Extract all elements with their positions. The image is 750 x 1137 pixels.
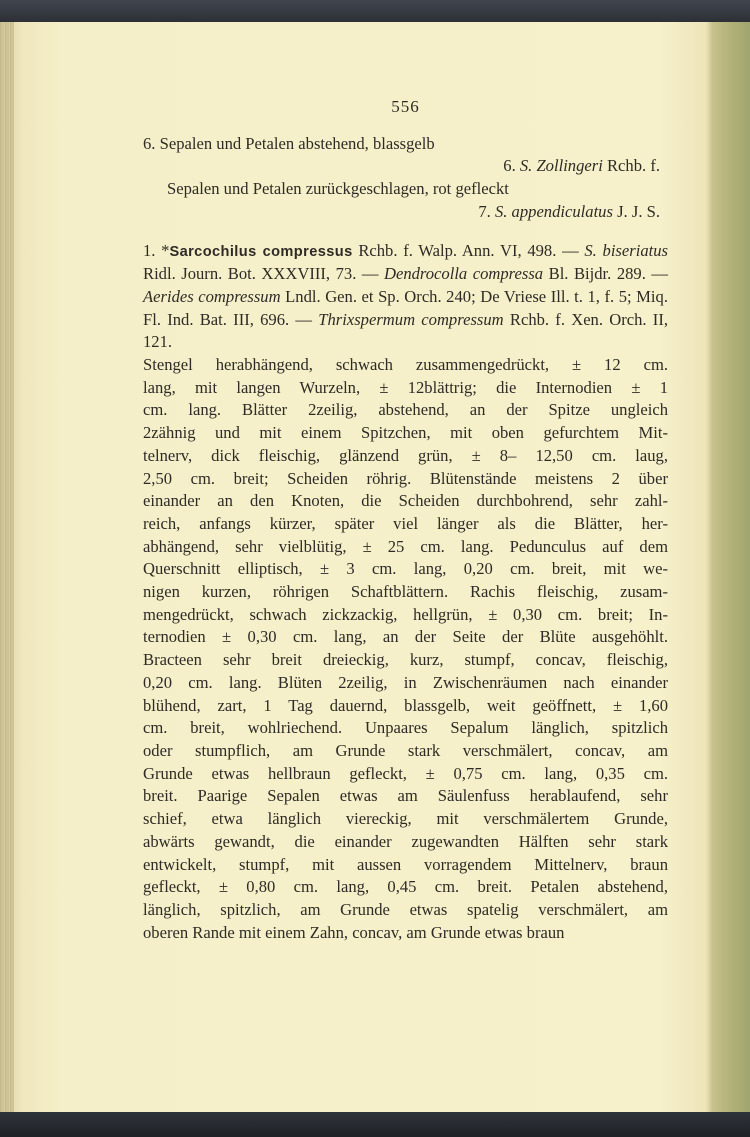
synonym-name: Aerides compressum <box>143 286 281 306</box>
species-entry-synonymy <box>143 240 668 355</box>
synonym-name: Dendrocolla compressa <box>383 264 544 284</box>
section-spacer <box>143 224 668 240</box>
description-line: Grunde etwas hellbraun gefleckt, ± 0,75 cm. lang, 0,35 cm. <box>143 763 668 783</box>
description-line: breit. Paarige Sepalen etwas am Säulenfuss herablaufend, sehr <box>143 786 668 806</box>
description-line: länglich, spitzlich, am Grunde etwas spatelig verschmälert, am <box>143 899 668 919</box>
key-species-name: S. Zollingeri <box>519 156 603 176</box>
description-line: 2,50 cm. breit; Scheiden röhrig. Blütenstände meistens 2 über <box>143 468 668 488</box>
next-page-edge <box>712 22 750 1114</box>
description-line: schief, etwa länglich viereckig, mit verschmälertem Grunde, <box>143 809 668 829</box>
description-line: gefleckt, ± 0,80 cm. lang, 0,45 cm. breit. Petalen abstehend, <box>143 877 668 897</box>
key-result-appendiculatus <box>143 201 668 224</box>
page-number: 556 <box>391 97 420 116</box>
description-line: mengedrückt, schwach zickzackig, hellgrün, ± 0,30 cm. breit; In- <box>143 604 668 624</box>
synonym-name: S. biseriatus <box>584 240 668 260</box>
key-couplet-6a: 6. Sepalen und Petalen abstehend, blassgelb <box>143 133 435 153</box>
key-authority: J. J. S. <box>612 201 660 221</box>
description-line: telnerv, dick fleischig, glänzend grün, ± 8– 12,50 cm. laug, <box>143 445 668 465</box>
description-line: einander an den Knoten, die Scheiden durchbohrend, sehr zahl- <box>143 491 668 511</box>
description-line: Stengel herabhängend, schwach zusammengedrückt, ± 12 cm. <box>143 355 668 375</box>
citation-text: Ridl. Journ. Bot. XXXVIII, 73. — <box>143 264 384 284</box>
description-line: cm. breit, wohlriechend. Unpaares Sepalum länglich, spitzlich <box>143 718 668 738</box>
citation-text: Rchb. f. Xen. Orch. II, 121. <box>143 309 669 352</box>
citation-text: Rchb. f. Walp. Ann. VI, 498. — <box>358 240 585 260</box>
description-line: cm. lang. Blätter 2zeilig, abstehend, an der Spitze ungleich <box>143 400 668 420</box>
description-line: 0,20 cm. lang. Blüten 2zeilig, in Zwischenräumen nach einander <box>143 672 668 692</box>
key-couplet-6b: Sepalen und Petalen zurückgeschlagen, rot gefleckt <box>167 179 509 199</box>
page-binding-edge <box>0 22 14 1114</box>
description-line: 2zähnig und mit einem Spitzchen, mit oben gefurchtem Mit- <box>143 423 668 443</box>
key-species-name: S. appendiculatus <box>494 201 613 221</box>
entry-number: 1. * <box>143 240 170 260</box>
description-line: Bracteen sehr breit dreieckig, kurz, stumpf, concav, fleischig, <box>143 650 668 670</box>
description-line: ternodien ± 0,30 cm. lang, an der Seite der Blüte ausgehöhlt. <box>143 627 668 647</box>
description-line: abwärts gewandt, die einander zugewandten Hälften sehr stark <box>143 831 668 851</box>
citation-text: Bl. Bijdr. 289. — <box>543 264 668 284</box>
description-line: oberen Rande mit einem Zahn, concav, am Grunde etwas braun <box>143 922 565 942</box>
identification-key <box>143 133 668 224</box>
page-text <box>143 96 668 944</box>
key-result-number: 7. <box>478 201 495 221</box>
species-name: Sarcochilus compressus <box>169 243 353 260</box>
key-authority: Rchb. f. <box>602 156 660 176</box>
description-line: oder stumpflich, am Grunde stark verschmälert, concav, am <box>143 740 668 760</box>
key-result-number: 6. <box>503 156 520 176</box>
description-line: reich, anfangs kürzer, später viel länger als die Blätter, her- <box>143 513 668 533</box>
citation-text: Lndl. Gen. et Sp. Orch. 240; De Vriese Ill. t. 1, f. 5; Miq. Fl. Ind. Bat. III, 696. — <box>143 286 668 329</box>
description-line: Querschnitt elliptisch, ± 3 cm. lang, 0,20 cm. breit, mit we- <box>143 559 668 579</box>
description-line: nigen kurzen, röhrigen Schaftblättern. Rachis fleischig, zusam- <box>143 582 668 602</box>
scan-background-bottom <box>0 1112 750 1137</box>
description-line: abhängend, sehr vielblütig, ± 25 cm. lang. Pedunculus auf dem <box>143 536 668 556</box>
key-result-zollingeri <box>143 155 668 178</box>
synonym-name: Thrixspermum compressum <box>318 309 504 329</box>
description-line: lang, mit langen Wurzeln, ± 12blättrig; die Internodien ± 1 <box>143 377 668 397</box>
description-line: entwickelt, stumpf, mit aussen vorragendem Mittelnerv, braun <box>143 854 668 874</box>
description-line: blühend, zart, 1 Tag dauernd, blassgelb, weit geöffnett, ± 1,60 <box>143 695 668 715</box>
species-description <box>143 354 668 944</box>
